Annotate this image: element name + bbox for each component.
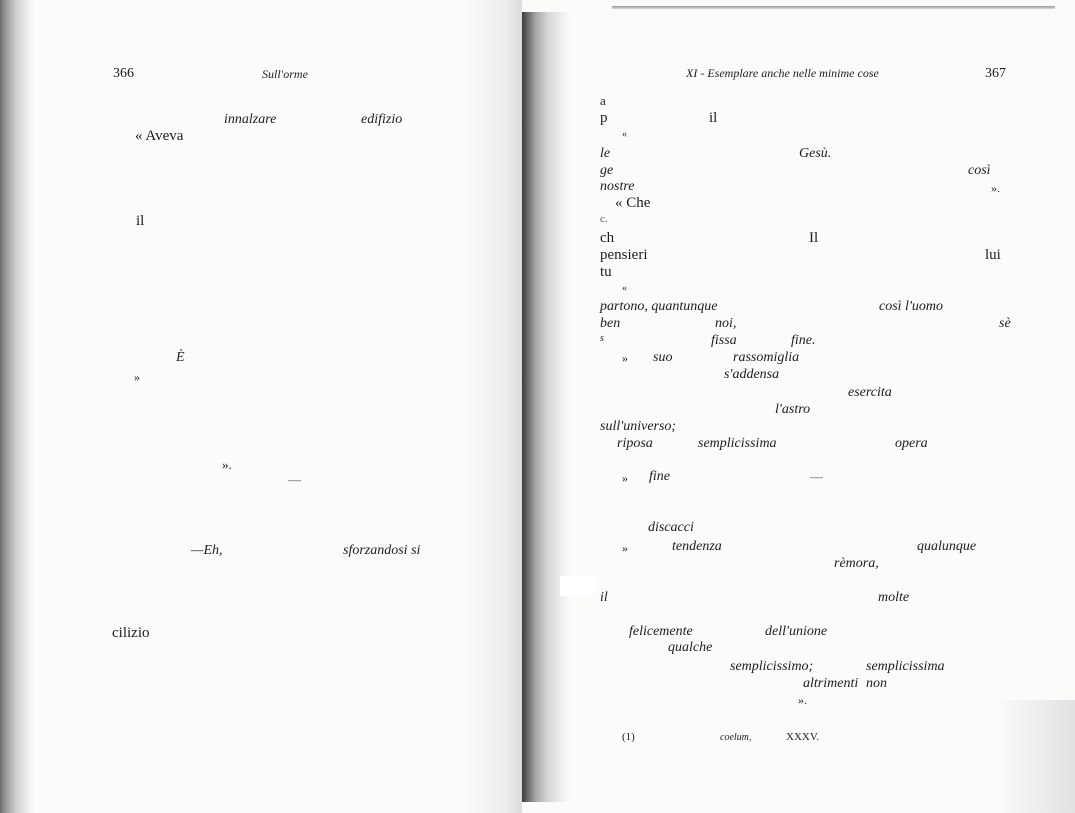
page-edge-shadow	[0, 0, 34, 813]
text-fragment: ch	[600, 230, 615, 246]
text-fragment: ».	[798, 693, 807, 707]
text-fragment: altrimenti	[803, 676, 859, 691]
text-fragment: fine.	[791, 333, 816, 348]
text-fragment: —Eh,	[191, 543, 223, 558]
text-fragment: il	[136, 213, 145, 229]
text-fragment: le	[600, 146, 611, 161]
gutter-shadow	[462, 0, 522, 813]
text-fragment: qualunque	[917, 539, 977, 554]
text-fragment: —	[810, 469, 823, 484]
text-fragment: semplicissima	[866, 659, 945, 674]
text-fragment: riposa	[617, 436, 653, 451]
text-fragment: ».	[991, 181, 1000, 195]
text-fragment: »	[622, 351, 628, 365]
text-fragment: fissa	[711, 333, 737, 348]
text-fragment: « Aveva	[135, 128, 184, 144]
text-fragment: lui	[985, 247, 1001, 263]
footnote-word: coelum,	[720, 732, 752, 743]
text-fragment: »	[622, 471, 628, 485]
text-fragment: così	[968, 163, 991, 178]
text-fragment: semplicissima	[698, 436, 777, 451]
text-fragment: «	[622, 129, 627, 140]
text-fragment: sè	[999, 316, 1011, 331]
running-head-left: Sull'orme	[262, 67, 308, 81]
text-fragment: fine	[649, 469, 670, 484]
text-fragment: s'addensa	[724, 367, 780, 382]
text-fragment: felicemente	[629, 624, 693, 639]
page-number-left: 366	[113, 66, 134, 81]
text-fragment: tu	[600, 264, 612, 280]
text-fragment: noi,	[715, 316, 737, 331]
page-top-edge	[612, 6, 1055, 9]
text-fragment: edifizio	[361, 112, 403, 127]
text-fragment: sull'universo;	[600, 419, 677, 434]
text-fragment: qualche	[668, 640, 713, 655]
text-fragment: dell'unione	[765, 624, 828, 639]
text-fragment: a	[600, 93, 606, 108]
page-number-right: 367	[985, 66, 1006, 81]
text-fragment: Il	[809, 230, 819, 246]
page-corner-shadow	[995, 700, 1075, 813]
text-fragment: l'astro	[775, 402, 811, 417]
text-fragment: il	[600, 590, 608, 605]
running-head-right: XI - Esemplare anche nelle minime cose	[686, 66, 879, 80]
text-fragment: nostre	[600, 179, 635, 194]
text-fragment: molte	[878, 590, 910, 605]
footnote-marker: (1)	[622, 731, 635, 743]
text-fragment: »	[622, 541, 628, 555]
left-page	[0, 0, 522, 813]
text-fragment: rèmora,	[834, 556, 879, 571]
text-fragment: c.	[600, 213, 608, 225]
text-fragment: s	[600, 333, 604, 344]
text-fragment: così l'uomo	[879, 299, 944, 314]
book-spine-shadow	[522, 12, 570, 802]
footnote-number: XXXV.	[786, 731, 820, 743]
text-fragment: »	[134, 370, 140, 384]
scan-gap	[560, 576, 596, 596]
text-fragment: È	[176, 350, 185, 365]
text-fragment: «	[622, 283, 627, 294]
text-fragment: ben	[600, 316, 621, 331]
text-fragment: ge	[600, 163, 614, 178]
text-fragment: sforzandosi si	[343, 543, 421, 558]
text-fragment: innalzare	[224, 112, 277, 127]
text-fragment: suo	[653, 350, 673, 365]
right-page	[522, 0, 1075, 813]
text-fragment: esercita	[848, 385, 892, 400]
text-fragment: semplicissimo;	[730, 659, 814, 674]
text-fragment: cilizio	[112, 625, 150, 641]
text-fragment: « Che	[615, 195, 651, 211]
text-fragment: tendenza	[672, 539, 722, 554]
text-fragment: pensieri	[600, 247, 648, 263]
text-fragment: Gesù.	[799, 146, 832, 161]
text-fragment: p	[600, 110, 608, 126]
text-fragment: partono, quantunque	[600, 299, 718, 314]
text-fragment: discacci	[648, 520, 694, 535]
text-fragment: ».	[222, 457, 232, 472]
text-fragment: il	[709, 110, 718, 126]
text-fragment: non	[866, 676, 887, 691]
text-fragment: opera	[895, 436, 928, 451]
text-fragment: —	[288, 472, 301, 487]
text-fragment: rassomiglia	[733, 350, 800, 365]
